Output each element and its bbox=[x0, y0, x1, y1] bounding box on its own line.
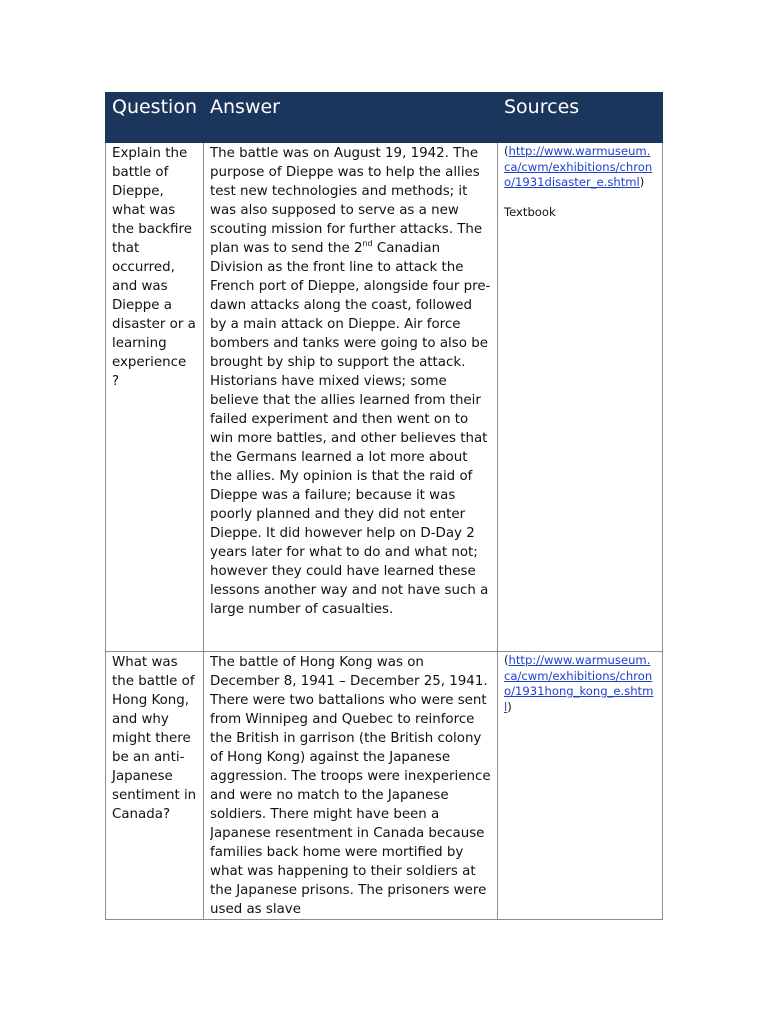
sources-cell bbox=[498, 143, 663, 652]
source-close-paren: ) bbox=[639, 175, 645, 189]
header-sources: Sources bbox=[498, 93, 663, 143]
source-note: Textbook bbox=[504, 204, 556, 219]
question-text: What was the battle of Hong Kong, and why might there be an anti-Japanese sentiment in Canada? bbox=[112, 655, 197, 822]
ordinal-suffix: nd bbox=[362, 238, 373, 248]
source-link[interactable]: http://www.warmuseum.ca/cwm/exhibitions/chrono/1931hong_kong_e.shtml bbox=[504, 653, 654, 714]
table-header-row bbox=[106, 93, 663, 143]
source-citation bbox=[504, 144, 652, 189]
answer-cell bbox=[204, 652, 498, 920]
source-citation bbox=[504, 653, 653, 714]
source-link[interactable]: http://www.warmuseum.ca/cwm/exhibitions/chrono/1931disaster_e.shtml bbox=[504, 144, 653, 189]
history-table bbox=[105, 92, 663, 920]
table-row bbox=[106, 143, 663, 652]
source-open-paren: ( bbox=[504, 653, 509, 667]
question-cell bbox=[106, 652, 204, 920]
answer-cell bbox=[204, 143, 498, 652]
answer-text: The battle of Hong Kong was on December 8, 1941 – December 25, 1941. There were two battalions who were sent from Winnipeg and Quebec to reinforce the British in garrison (the British colony of Hong Kong) against the Japanese aggression. The troops were inexperience and were no match to the Japanese soldiers. There might have been a Japanese resentment in Canada because families back home were mortified by what was happening to their soldiers at the Japanese prisons. The prisoners were used as slave bbox=[210, 655, 491, 915]
source-open-paren: ( bbox=[504, 144, 509, 158]
question-cell bbox=[106, 143, 204, 652]
header-answer: Answer bbox=[204, 93, 498, 143]
question-text: Explain the battle of Dieppe, what was the backfire that occurred, and was Dieppe a disaster or a learning experience ? bbox=[112, 146, 196, 389]
header-question: Question bbox=[106, 93, 204, 143]
table-row bbox=[106, 652, 663, 920]
answer-text bbox=[210, 144, 491, 619]
sources-cell bbox=[498, 652, 663, 920]
answer-text-part1: The battle was on August 19, 1942. The purpose of Dieppe was to help the allies test new technologies and methods; it was also supposed to serve as a new scouting mission for further attacks. The plan was to send the 2 bbox=[210, 146, 483, 256]
source-close-paren: ) bbox=[507, 699, 512, 714]
answer-text-clip bbox=[210, 653, 491, 915]
answer-text-part2: Canadian Division as the front line to attack the French port of Dieppe, alongside four pre-dawn attacks along the coast, followed by a main attack on Dieppe. Air force bombers and tanks were going to also be brought by ship to support the attack. Historians have mixed views; some believe that the allies learned from their failed experiment and then went on to win more battles, and other believes that the Germans learned a lot more about the allies. My opinion is that the raid of Dieppe was a failure; because it was poorly planned and they did not enter Dieppe. It did however help on D-Day 2 years later for what to do and what not; however they could have learned these lessons another way and not have such a large number of casualties. bbox=[210, 241, 491, 617]
